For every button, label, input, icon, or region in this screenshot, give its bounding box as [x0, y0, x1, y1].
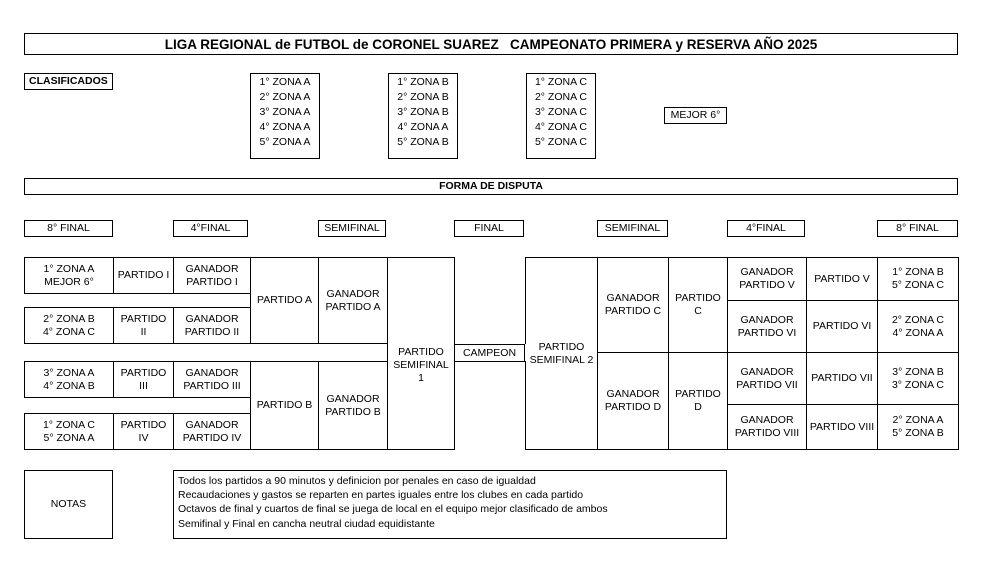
header-octavos-left [24, 220, 113, 237]
right-partido-5 [807, 258, 877, 300]
ganador-text: GANADOR [606, 388, 660, 400]
notas-box [173, 470, 727, 539]
team-text: 1° ZONA C [42, 418, 96, 431]
partido-text: PARTIDO VIII [809, 420, 875, 433]
zona-b-item: 2° ZONA B [397, 91, 449, 103]
ganador-text: PARTIDO VI [737, 326, 797, 339]
header-cuartos-left [173, 220, 248, 237]
partido-text: II [140, 325, 147, 338]
left-partido-4 [114, 414, 173, 449]
ganador-text: PARTIDO VIII [734, 427, 800, 439]
ganador-partido-c [598, 258, 668, 352]
notas-label-text: NOTAS [50, 498, 87, 510]
forma-de-disputa-text: FORMA DE DISPUTA [439, 180, 543, 192]
ganador-text: GANADOR [326, 392, 380, 405]
partido-c [669, 258, 727, 352]
ganador-partido-d [598, 353, 668, 449]
team-text: 2° ZONA A [892, 414, 944, 426]
ganador-text: PARTIDO I [186, 275, 238, 288]
partido-a [251, 258, 318, 343]
semifinal-text: PARTIDO [538, 340, 585, 353]
partido-semifinal-2 [526, 258, 597, 449]
team-text: 4° ZONA B [43, 379, 95, 392]
semifinal-text: SEMIFINAL [393, 359, 449, 371]
header-text: 4°FINAL [746, 222, 786, 234]
left-partido-1 [114, 258, 173, 293]
header-text: SEMIFINAL [324, 222, 380, 234]
partido-text: PARTIDO VI [812, 320, 872, 332]
left-ganador-1 [174, 258, 250, 293]
ganador-text: GANADOR [185, 418, 239, 431]
left-team-3 [25, 362, 113, 397]
zona-a-item: 1° ZONA A [259, 76, 311, 88]
partido-b-text: PARTIDO B [256, 399, 313, 411]
partido-text: PARTIDO [675, 388, 721, 400]
header-text: 4°FINAL [190, 222, 231, 234]
zona-c-item: 5° ZONA C [534, 136, 588, 148]
left-ganador-4 [174, 414, 250, 449]
left-partido-3 [114, 362, 173, 397]
nota-line: Semifinal y Final en cancha neutral ciudad equidistante [178, 517, 435, 530]
semifinal-text: PARTIDO [398, 346, 444, 358]
mejor-sexto [664, 107, 727, 124]
partido-text: IV [138, 431, 149, 444]
ganador-text: GANADOR [185, 366, 239, 379]
header-semifinal-right [597, 220, 668, 237]
zona-c-item: 3° ZONA C [534, 106, 588, 118]
ganador-text: GANADOR [185, 312, 239, 325]
forma-de-disputa-banner [24, 178, 958, 195]
partido-d [669, 353, 727, 449]
team-text: 5° ZONA A [43, 431, 95, 444]
nota-line: Recaudaciones y gastos se reparten en partes iguales entre los clubes en cada partido [178, 489, 584, 502]
right-ganador-6 [728, 301, 806, 352]
header-semifinal-left [318, 220, 386, 237]
campeon-text: CAMPEON [462, 346, 517, 359]
page-title-text: LIGA REGIONAL de FUTBOL de CORONEL SUAREZ CAMPEONATO PRIMERA y RESERVA AÑO 2025 [164, 36, 818, 52]
team-text: 5° ZONA C [891, 279, 945, 291]
team-text: 1° ZONA B [892, 266, 944, 278]
ganador-text: GANADOR [606, 292, 660, 304]
header-text: SEMIFINAL [604, 222, 661, 234]
team-text: 3° ZONA C [891, 378, 945, 391]
zona-c-item: 4° ZONA C [534, 121, 588, 133]
team-text: 4° ZONA A [892, 326, 944, 339]
ganador-text: PARTIDO IV [182, 431, 242, 444]
partido-text: D [694, 401, 702, 413]
ganador-text: GANADOR [740, 266, 794, 278]
right-ganador-8 [728, 405, 806, 449]
ganador-text: PARTIDO VII [736, 378, 798, 391]
ganador-text: GANADOR [740, 313, 794, 326]
ganador-text: GANADOR [740, 365, 794, 378]
right-partido-8 [807, 405, 877, 449]
team-text: 3° ZONA A [43, 366, 95, 379]
zona-b-item: 5° ZONA B [397, 136, 449, 148]
ganador-text: PARTIDO B [325, 405, 381, 418]
zona-a-item: 3° ZONA A [259, 106, 311, 118]
zona-b-item: 3° ZONA B [397, 106, 449, 118]
ganador-text: PARTIDO D [604, 401, 662, 413]
zona-a-item: 5° ZONA A [259, 136, 311, 148]
header-text: 8° FINAL [896, 222, 939, 234]
right-team-3 [878, 353, 958, 404]
partido-text: PARTIDO [120, 312, 167, 325]
team-text: 2° ZONA C [891, 313, 945, 326]
zona-b-list [388, 73, 458, 159]
zona-a-item: 2° ZONA A [259, 91, 311, 103]
team-text: MEJOR 6° [44, 275, 94, 288]
mejor-sexto-text: MEJOR 6° [670, 109, 721, 121]
zona-c-item: 2° ZONA C [534, 91, 588, 103]
right-team-4 [878, 405, 958, 449]
page-title [24, 33, 958, 55]
team-text: 2° ZONA B [43, 312, 95, 325]
zona-b-item: 1° ZONA B [397, 76, 449, 88]
right-ganador-7 [728, 353, 806, 404]
zona-a-list [250, 73, 320, 159]
header-text: FINAL [474, 222, 504, 234]
zona-c-list [526, 73, 596, 159]
left-ganador-2 [174, 308, 250, 343]
ganador-partido-b [319, 362, 387, 449]
left-team-1 [25, 258, 113, 293]
ganador-partido-a [319, 258, 387, 343]
zona-c-item: 1° ZONA C [534, 76, 588, 88]
partido-text: C [694, 305, 702, 317]
ganador-text: PARTIDO A [325, 300, 381, 313]
partido-text: PARTIDO VII [811, 372, 873, 384]
zona-a-item: 4° ZONA A [259, 121, 311, 133]
partido-text: PARTIDO [120, 418, 167, 431]
partido-text: III [139, 379, 148, 392]
header-text: 8° FINAL [47, 222, 90, 234]
partido-text: PARTIDO [675, 292, 721, 304]
left-team-4 [25, 414, 113, 449]
partido-b [251, 362, 318, 449]
left-partido-2 [114, 308, 173, 343]
semifinal-text: 1 [418, 372, 424, 384]
ganador-text: PARTIDO II [184, 325, 240, 338]
ganador-text: GANADOR [185, 262, 239, 275]
zona-b-item: 4° ZONA A [397, 121, 449, 133]
partido-text: PARTIDO I [117, 269, 170, 281]
nota-line: Todos los partidos a 90 minutos y definicion por penales en caso de igualdad [178, 475, 536, 487]
partido-text: PARTIDO V [814, 272, 870, 285]
nota-line: Octavos de final y cuartos de final se juega de local en el equipo mejor clasificado de ambos [178, 503, 608, 516]
right-partido-7 [807, 353, 877, 404]
team-text: 1° ZONA A [43, 262, 95, 275]
notas-label [24, 470, 113, 539]
team-text: 5° ZONA B [892, 427, 944, 439]
left-team-2 [25, 308, 113, 343]
right-ganador-5 [728, 258, 806, 300]
partido-text: PARTIDO [120, 366, 167, 379]
clasificados-label [24, 73, 113, 90]
ganador-text: GANADOR [740, 414, 794, 426]
team-text: 3° ZONA B [892, 365, 944, 378]
header-octavos-right [877, 220, 958, 237]
semifinal-text: SEMIFINAL 2 [529, 353, 594, 366]
right-partido-6 [807, 301, 877, 352]
campeon-box [454, 344, 525, 362]
header-cuartos-right [727, 220, 805, 237]
header-final [454, 220, 524, 237]
ganador-text: PARTIDO III [183, 379, 241, 392]
left-ganador-3 [174, 362, 250, 397]
right-team-2 [878, 301, 958, 352]
team-text: 4° ZONA C [42, 325, 96, 338]
partido-a-text: PARTIDO A [256, 294, 313, 306]
ganador-text: GANADOR [326, 287, 380, 300]
right-team-1 [878, 258, 958, 300]
partido-semifinal-1 [388, 258, 454, 449]
ganador-text: PARTIDO C [604, 305, 662, 317]
clasificados-label-text: CLASIFICADOS [29, 75, 108, 87]
ganador-text: PARTIDO V [739, 279, 795, 291]
